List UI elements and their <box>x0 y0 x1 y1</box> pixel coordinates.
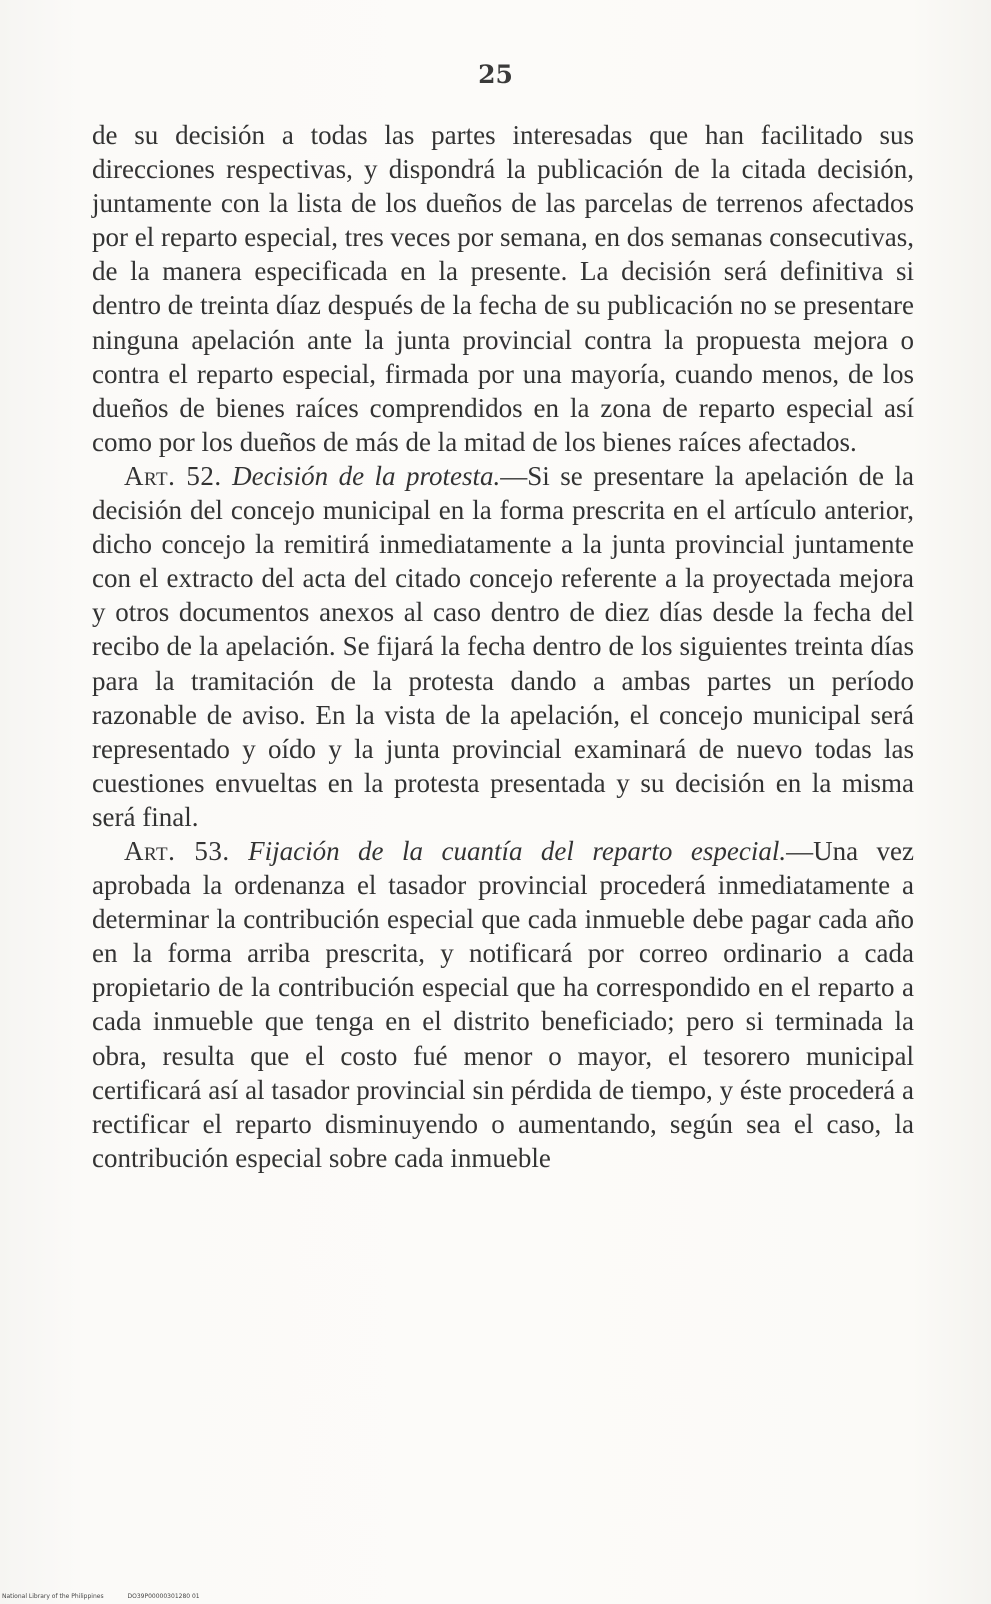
article-53-title: Fijación de la cuantía del reparto especial. <box>248 835 787 866</box>
article-52 <box>92 459 914 834</box>
page-number: 25 <box>478 60 513 89</box>
paragraph-continuation: de su decisión a todas las partes interesadas que han facilitado sus direcciones respectivas, y dispondrá la publicación de la citada decisión, juntamente con la lista de los dueños de las parcelas de terrenos afectados por el reparto especial, tres veces por semana, en dos semanas consecutivas, de la manera especificada en la presente. La decisión será definitiva si dentro de treinta díaz después de la fecha de su publicación no se presentare ninguna apelación ante la junta provincial contra la propuesta mejora o contra el reparto especial, firmada por una mayoría, cuando menos, de los dueños de bienes raíces comprendidos en la zona de reparto especial así como por los dueños de más de la mitad de los bienes raíces afectados. <box>92 120 914 457</box>
article-52-title: Decisión de la protesta. <box>232 460 501 491</box>
body-text <box>92 118 914 1175</box>
footer-code: DO39P00000301280 01 <box>127 1593 200 1600</box>
scan-footer <box>2 1593 222 1600</box>
article-53-body: —Una vez aprobada la ordenanza el tasador provincial procederá inmediatamente a determinar la contribución especial que cada inmueble debe pagar cada año en la forma arriba prescrita, y notificará por correo ordinario a cada propietario de la contribución especial que ha correspondido en el reparto a cada inmueble que tenga en el distrito beneficiado; pero si terminada la obra, resulta que el costo fué menor o mayor, el tesorero municipal certificará así al tasador provincial sin pérdida de tiempo, y éste procederá a rectificar el reparto disminuyendo o aumentando, según sea el caso, la contribución especial sobre cada inmueble <box>92 835 915 1173</box>
article-52-body: —Si se presentare la apelación de la decisión del concejo municipal en la forma prescrita en el artículo anterior, dicho concejo la remitirá inmediatamente a la junta provincial juntamente con el extracto del acta del citado concejo referente a la proyectada mejora y otros documentos anexos al caso dentro de diez días desde la fecha del recibo de la apelación. Se fijará la fecha dentro de los siguientes treinta días para la tramitación de la protesta dando a ambas partes un período razonable de aviso. En la vista de la apelación, el concejo municipal será representado y oído y la junta provincial examinará de nuevo todas las cuestiones envueltas en la protesta presentada y su decisión en la misma será final. <box>92 460 914 832</box>
article-53 <box>92 834 914 1175</box>
article-52-label: Art. 52. <box>124 460 222 491</box>
article-53-label: Art. 53. <box>124 835 230 866</box>
footer-library: National Library of the Philippines <box>2 1593 104 1600</box>
